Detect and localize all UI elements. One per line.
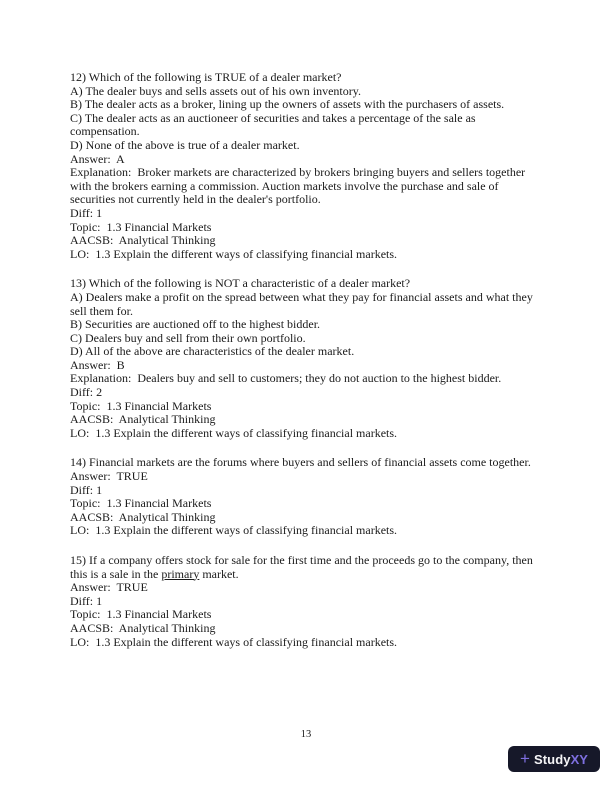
text-line: sell them for. xyxy=(70,303,133,318)
text-line: LO: 1.3 Explain the different ways of classifying financial markets. xyxy=(70,425,398,440)
plus-icon: + xyxy=(520,748,530,768)
question-block-15 xyxy=(70,554,560,649)
text-line: 14) Financial markets are the forums where buyers and sellers of financial assets come together. xyxy=(70,455,531,470)
text-line: C) The dealer acts as an auctioneer of securities and takes a percentage of the sale as xyxy=(70,110,476,125)
text-line: Diff: 1 xyxy=(70,205,103,220)
text-line: AACSB: Analytical Thinking xyxy=(70,233,216,248)
text-line: B) Securities are auctioned off to the highest bidder. xyxy=(70,317,321,332)
studyxy-logo-badge xyxy=(508,746,600,772)
text-line: Answer: B xyxy=(70,357,125,372)
text-line: B) The dealer acts as a broker, lining up the owners of assets with the purchasers of assets. xyxy=(70,97,505,112)
text-line: Topic: 1.3 Financial Markets xyxy=(70,496,212,511)
text-line: Topic: 1.3 Financial Markets xyxy=(70,607,212,622)
text-line: 13) Which of the following is NOT a characteristic of a dealer market? xyxy=(70,276,411,291)
text-line: AACSB: Analytical Thinking xyxy=(70,620,216,635)
question-block-13 xyxy=(70,277,560,440)
text-line: 15) If a company offers stock for sale for the first time and the proceeds go to the company, then xyxy=(70,553,533,567)
text-line: Topic: 1.3 Financial Markets xyxy=(70,398,212,413)
text-line: LO: 1.3 Explain the different ways of classifying financial markets. xyxy=(70,634,398,649)
text-line: Explanation: Dealers buy and sell to customers; they do not auction to the highest bidder. xyxy=(70,371,502,386)
logo-text-xy: XY xyxy=(570,751,588,767)
text-line: Explanation: Broker markets are characterized by brokers bringing buyers and sellers together xyxy=(70,165,526,180)
text-line: LO: 1.3 Explain the different ways of classifying financial markets. xyxy=(70,523,398,538)
text-line: compensation. xyxy=(70,124,140,139)
text-line: 12) Which of the following is TRUE of a dealer market? xyxy=(70,70,342,84)
text-line: AACSB: Analytical Thinking xyxy=(70,509,216,524)
question-block-14 xyxy=(70,456,560,538)
text-segment: this is a sale in the xyxy=(70,566,162,581)
text-line: Diff: 2 xyxy=(70,385,103,400)
text-line: D) None of the above is true of a dealer market. xyxy=(70,137,300,152)
text-line: Topic: 1.3 Financial Markets xyxy=(70,219,212,234)
text-line xyxy=(70,568,560,582)
text-line: securities not currently held in the dealer's portfolio. xyxy=(70,192,321,207)
text-line: A) The dealer buys and sells assets out of his own inventory. xyxy=(70,83,361,98)
text-line: with the brokers earning a commission. Auction markets involve the purchase and sale of xyxy=(70,178,499,193)
text-segment: market. xyxy=(199,566,239,581)
question-block-12 xyxy=(70,71,560,261)
text-line: Answer: A xyxy=(70,151,125,166)
text-line: Answer: TRUE xyxy=(70,469,148,484)
text-line: AACSB: Analytical Thinking xyxy=(70,412,216,427)
text-line: Diff: 1 xyxy=(70,482,103,497)
underlined-term: primary xyxy=(161,566,200,581)
page-content xyxy=(70,71,560,665)
text-line: C) Dealers buy and sell from their own portfolio. xyxy=(70,330,306,345)
text-line: Diff: 1 xyxy=(70,593,103,608)
text-line: Answer: TRUE xyxy=(70,580,148,595)
page-number: 13 xyxy=(300,729,312,740)
text-line: A) Dealers make a profit on the spread between what they pay for financial assets and what they xyxy=(70,289,533,304)
text-line: LO: 1.3 Explain the different ways of classifying financial markets. xyxy=(70,246,398,261)
text-line: D) All of the above are characteristics of the dealer market. xyxy=(70,344,355,359)
logo-text-study: Study xyxy=(533,751,571,767)
